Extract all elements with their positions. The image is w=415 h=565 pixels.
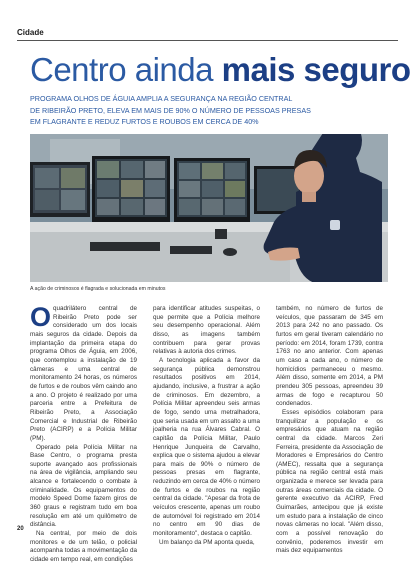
- paragraph: A tecnologia aplicada a favor da segurança pública demonstrou resultados positivos em 2014, ajudando, inclusive, a frustrar a ação de criminosos. Em dezembro, a Polícia Militar apreendeu seis armas de fogo, sendo uma metralhadora, que seria usada em um assalto a uma joalheria na rua Álvares Cabral. O capitão da Polícia Militar, Paulo Henrique Junqueira de Carvalho, explica que o sistema ajudou a elevar para mais de 90% o número de pessoas presas em flagrante, reduzindo em cerca de 40% o número de furtos e de roubos na região central da cidade. "Apesar da frota de veículos crescente, apenas um roubo de automóvel foi registrado em 2014 no centro em 90 dias de monitoramento", destaca o capitão.: [153, 356, 260, 538]
- paragraph: para identificar atitudes suspeitas, o que permite que a Polícia melhore seu desempenho operacional. Além disso, as imagens também contribuem para gerar provas relativas à autoria dos crimes.: [153, 305, 260, 356]
- paragraph: Na central, por meio de dois monitores e de um telão, o policial acompanha todas a movimentação da cidade em tempo real, em condições: [30, 530, 137, 564]
- paragraph: quadrilátero central de Ribeirão Preto pode ser considerado um dos locais mais seguros da cidade. Depois da implantação da primeira etapa do programa Olhos de Águia, em 2006, que contemplou a instalação de 19 câmeras e uma central de monitoramento 24 horas, os números de furtos e de roubos vêm caindo ano a ano. O projeto é realizado por uma parceria entre a Prefeitura de Ribeirão Preto, a Associação Comercial e Industrial de Ribeirão Preto (ACIRP) e a Polícia Militar (PM).: [30, 305, 137, 442]
- deck-subtitle: [30, 93, 400, 128]
- headline: [30, 50, 411, 90]
- deck-line-3: EM FLAGRANTE E REDUZ FURTOS E ROUBOS EM CERCA DE 40%: [30, 117, 259, 126]
- section-divider: [17, 40, 398, 41]
- photo-illustration: [30, 134, 388, 282]
- headline-light: Centro ainda: [30, 51, 222, 88]
- paragraph: também, no número de furtos de veículos, que passaram de 345 em 2013 para 242 no ano passado. Os furtos em geral tiveram calendário no período: em 2014, foram 1739, contra 1763 no ano anterior. Com apenas um caso a cada ano, o número de homicídios permaneceu o mesmo. Além disso, somente em 2014, a PM prendeu 305 pessoas, apreendeu 39 armas de fogo e recapturou 50 condenados.: [276, 305, 383, 408]
- paragraph: Um balanço da PM aponta queda,: [159, 538, 255, 546]
- paragraph: Operado pela Polícia Militar na Base Centro, o programa presta suporte avançado aos profissionais na área de vigilância, ampliando seu alcance e fortalecendo o combate à criminalidade. Os equipamentos do modelo Speed Dome fazem giros de 360 graus e registram tudo em boa resolução em até um quilômetro de distância.: [30, 443, 137, 529]
- photo-caption: A ação de criminosos é flagrada e solucionada em minutos: [30, 286, 166, 292]
- headline-bold: mais seguro: [221, 51, 411, 88]
- article-column-2: [153, 305, 260, 547]
- article-photo: [30, 134, 388, 282]
- paragraph: Esses episódios colaboram para tranquilizar a população e os empresários que atuam na região central da cidade. Marcos Zeri Ferreira, presidente da Associação de Moradores e Empresários do Centro (AMEC), ressalta que a segurança pública na região central está mais organizada e merece ser levada para outras áreas comerciais da cidade. O gerente executivo da ACIRP, Fred Guimarães, antecipou que já existe um estudo para a instalação de cinco novas câmeras no local. "Além disso, com a possível renovação do convênio, poderemos investir em mais dez equipamentos: [276, 408, 383, 555]
- deck-line-2: DE RIBEIRÃO PRETO, ELEVA EM MAIS DE 90% O NÚMERO DE PESSOAS PRESAS: [30, 105, 311, 115]
- drop-cap: O: [30, 302, 52, 332]
- page-number: 20: [17, 526, 24, 532]
- article-column-1: [30, 302, 137, 565]
- article-column-3: [276, 305, 383, 556]
- deck-line-1: PROGRAMA OLHOS DE ÁGUIA AMPLIA A SEGURANÇA NA REGIÃO CENTRAL: [30, 94, 293, 103]
- section-label: Cidade: [17, 28, 44, 37]
